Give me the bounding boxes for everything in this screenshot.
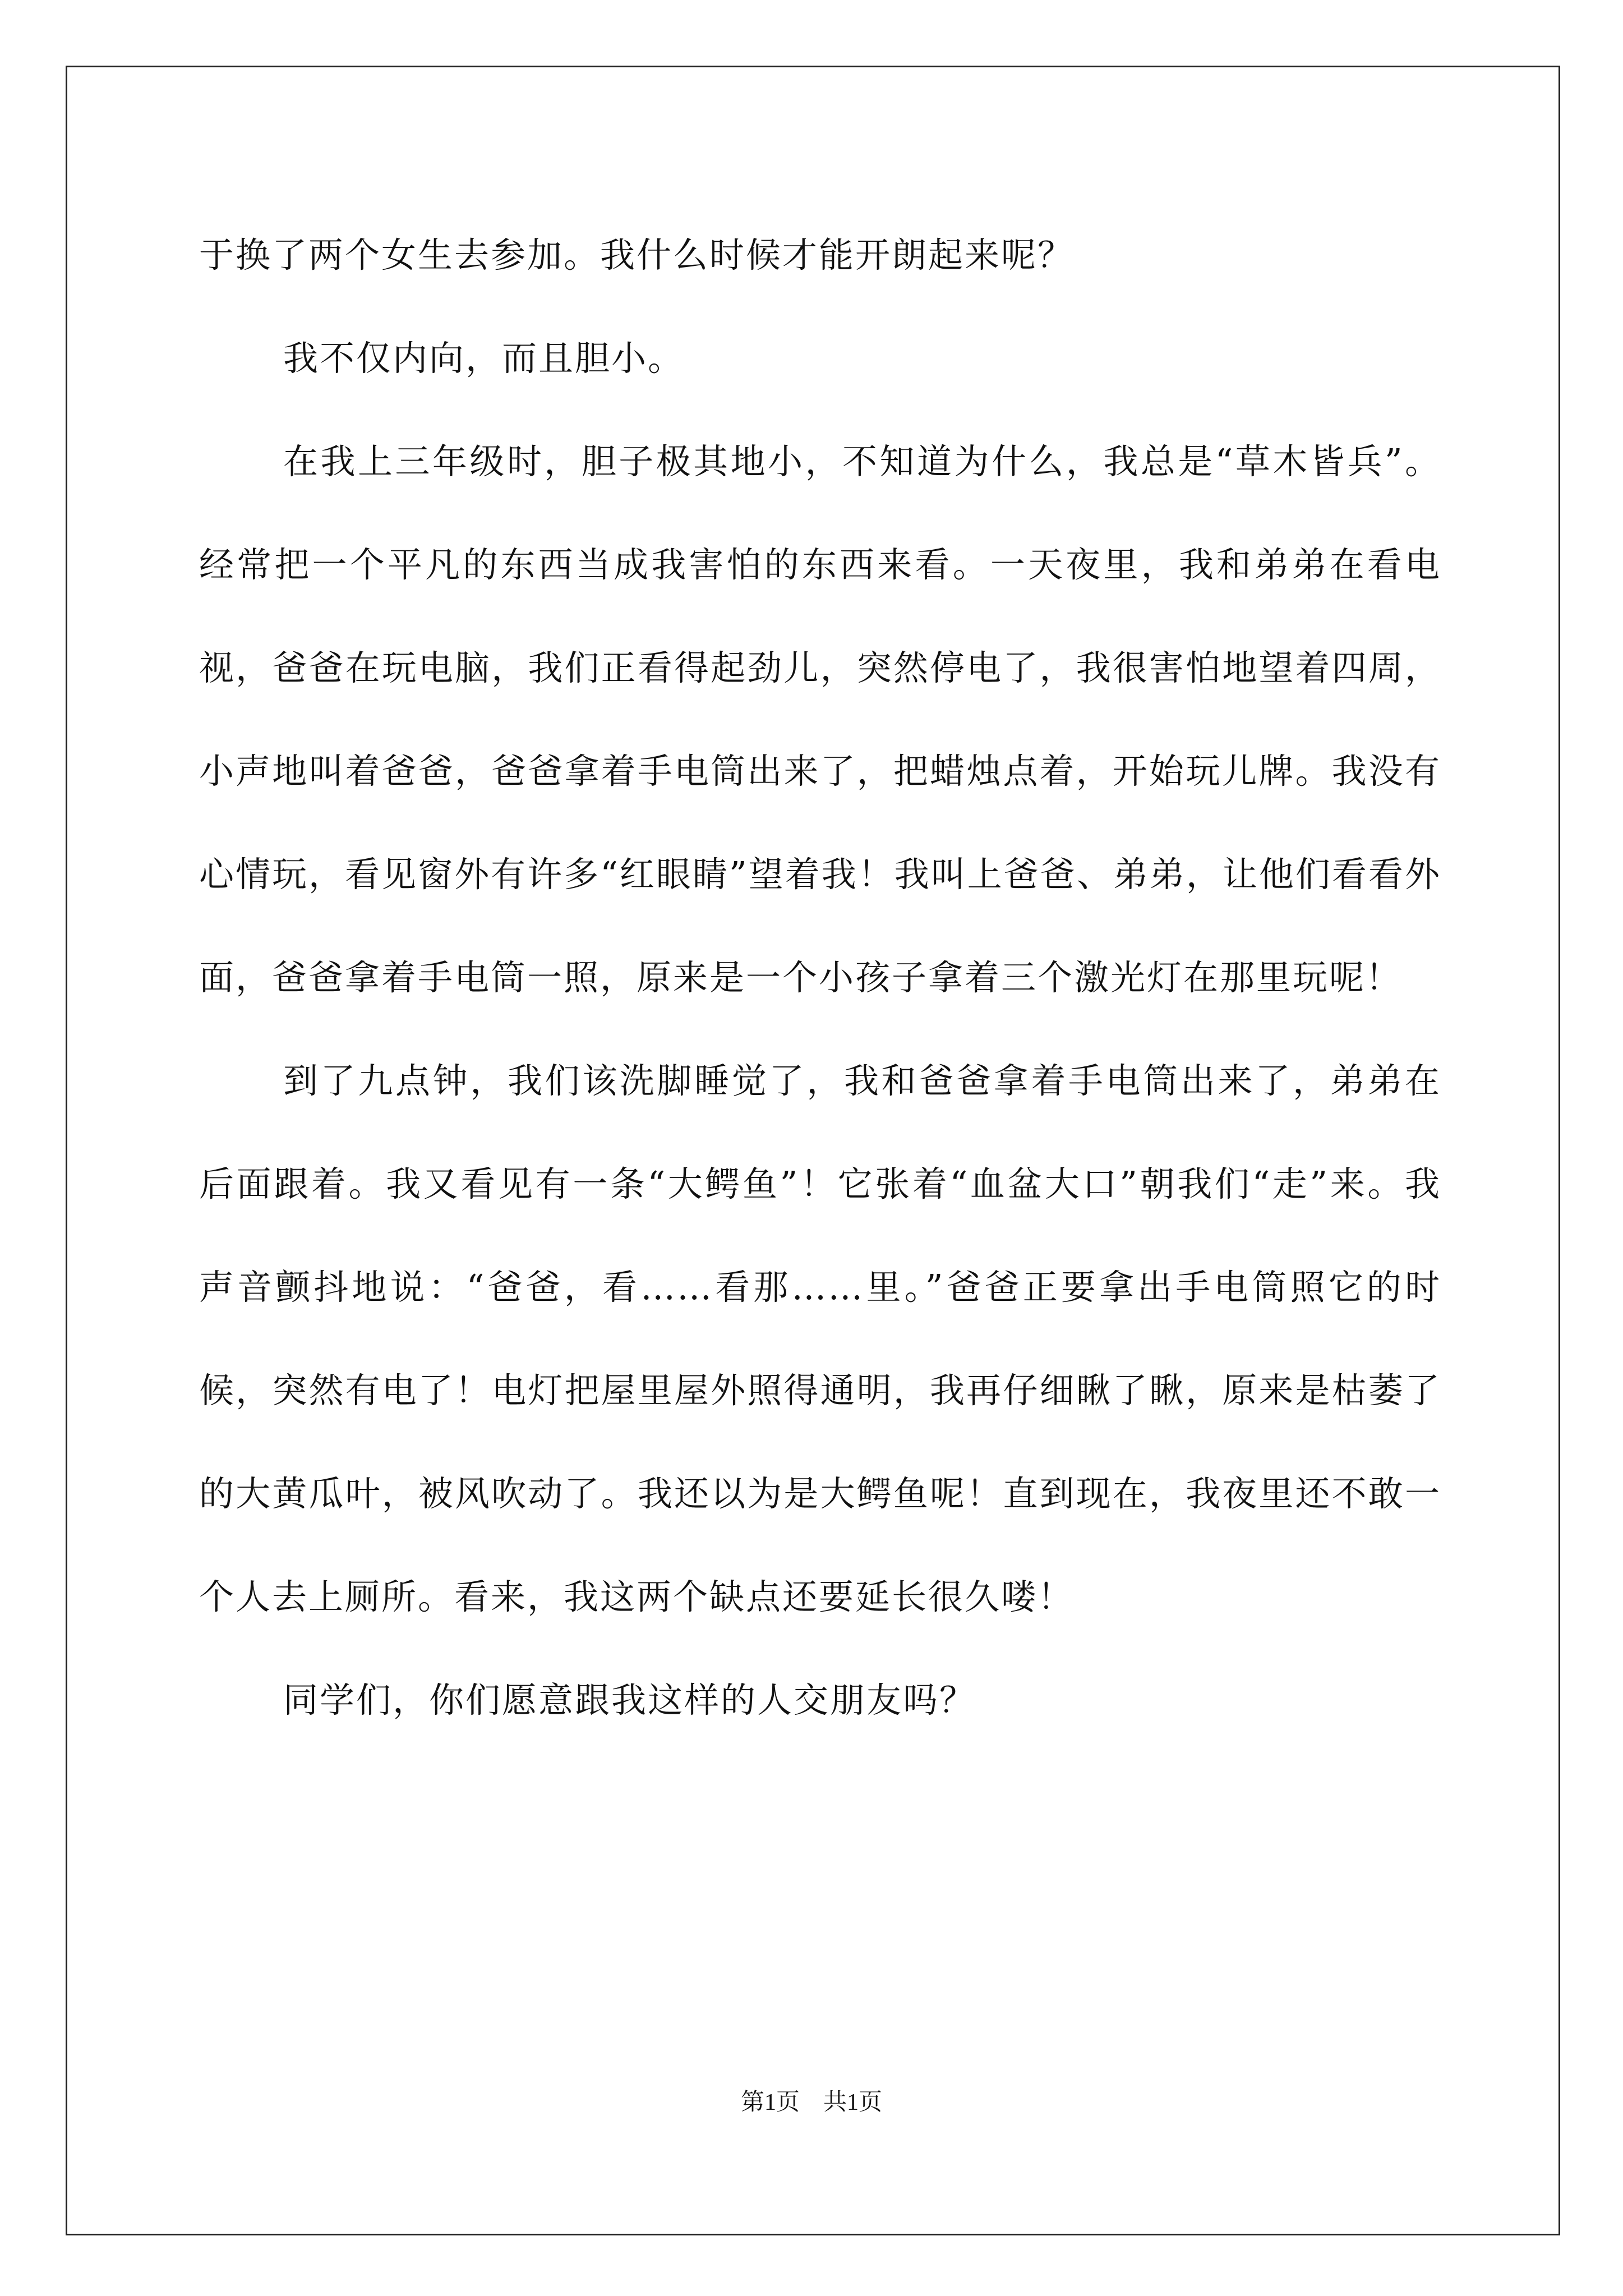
paragraph-1: 于换了两个女生去参加。我什么时候才能开朗起来呢？ bbox=[199, 234, 1075, 275]
page-number-footer: 第1页 共1页 bbox=[740, 2090, 882, 2115]
paragraph-3: 在我上三年级时，胆子极其地小，不知道为什么，我总是“草木皆兵”。经常把一个平凡的东西当成我害怕的东西来看。一天夜里，我和弟弟在看电视，爸爸在玩电脑，我们正看得起劲儿，突然停电了，我很害怕地望着四周，小声地叫着爸爸，爸爸拿着手电筒出来了，把蜡烛点着，开始玩儿牌。我没有心情玩，看见窗外有许多“红眼睛”望着我！我叫上爸爸、弟弟，让他们看看外面，爸爸拿着手电筒一照，原来是一个小孩子拿着三个激光灯在那里玩呢！ bbox=[199, 441, 1441, 998]
paragraph-5: 同学们，你们愿意跟我这样的人交朋友吗？ bbox=[283, 1680, 976, 1720]
paragraph-4: 到了九点钟，我们该洗脚睡觉了，我和爸爸拿着手电筒出来了，弟弟在后面跟着。我又看见有一条“大鳄鱼”！它张着“血盆大口”朝我们“走”来。我声音颤抖地说：“爸爸，看……看那……里。”爸爸正要拿出手电筒照它的时候，突然有电了！电灯把屋里屋外照得通明，我再仔细瞅了瞅，原来是枯萎了的大黄瓜叶，被风吹动了。我还以为是大鳄鱼呢！直到现在，我夜里还不敢一个人去上厕所。看来，我这两个缺点还要延长很久喽！ bbox=[199, 1060, 1441, 1617]
document-body bbox=[199, 204, 1441, 1752]
paragraph-2: 我不仅内向，而且胆小。 bbox=[283, 338, 685, 379]
